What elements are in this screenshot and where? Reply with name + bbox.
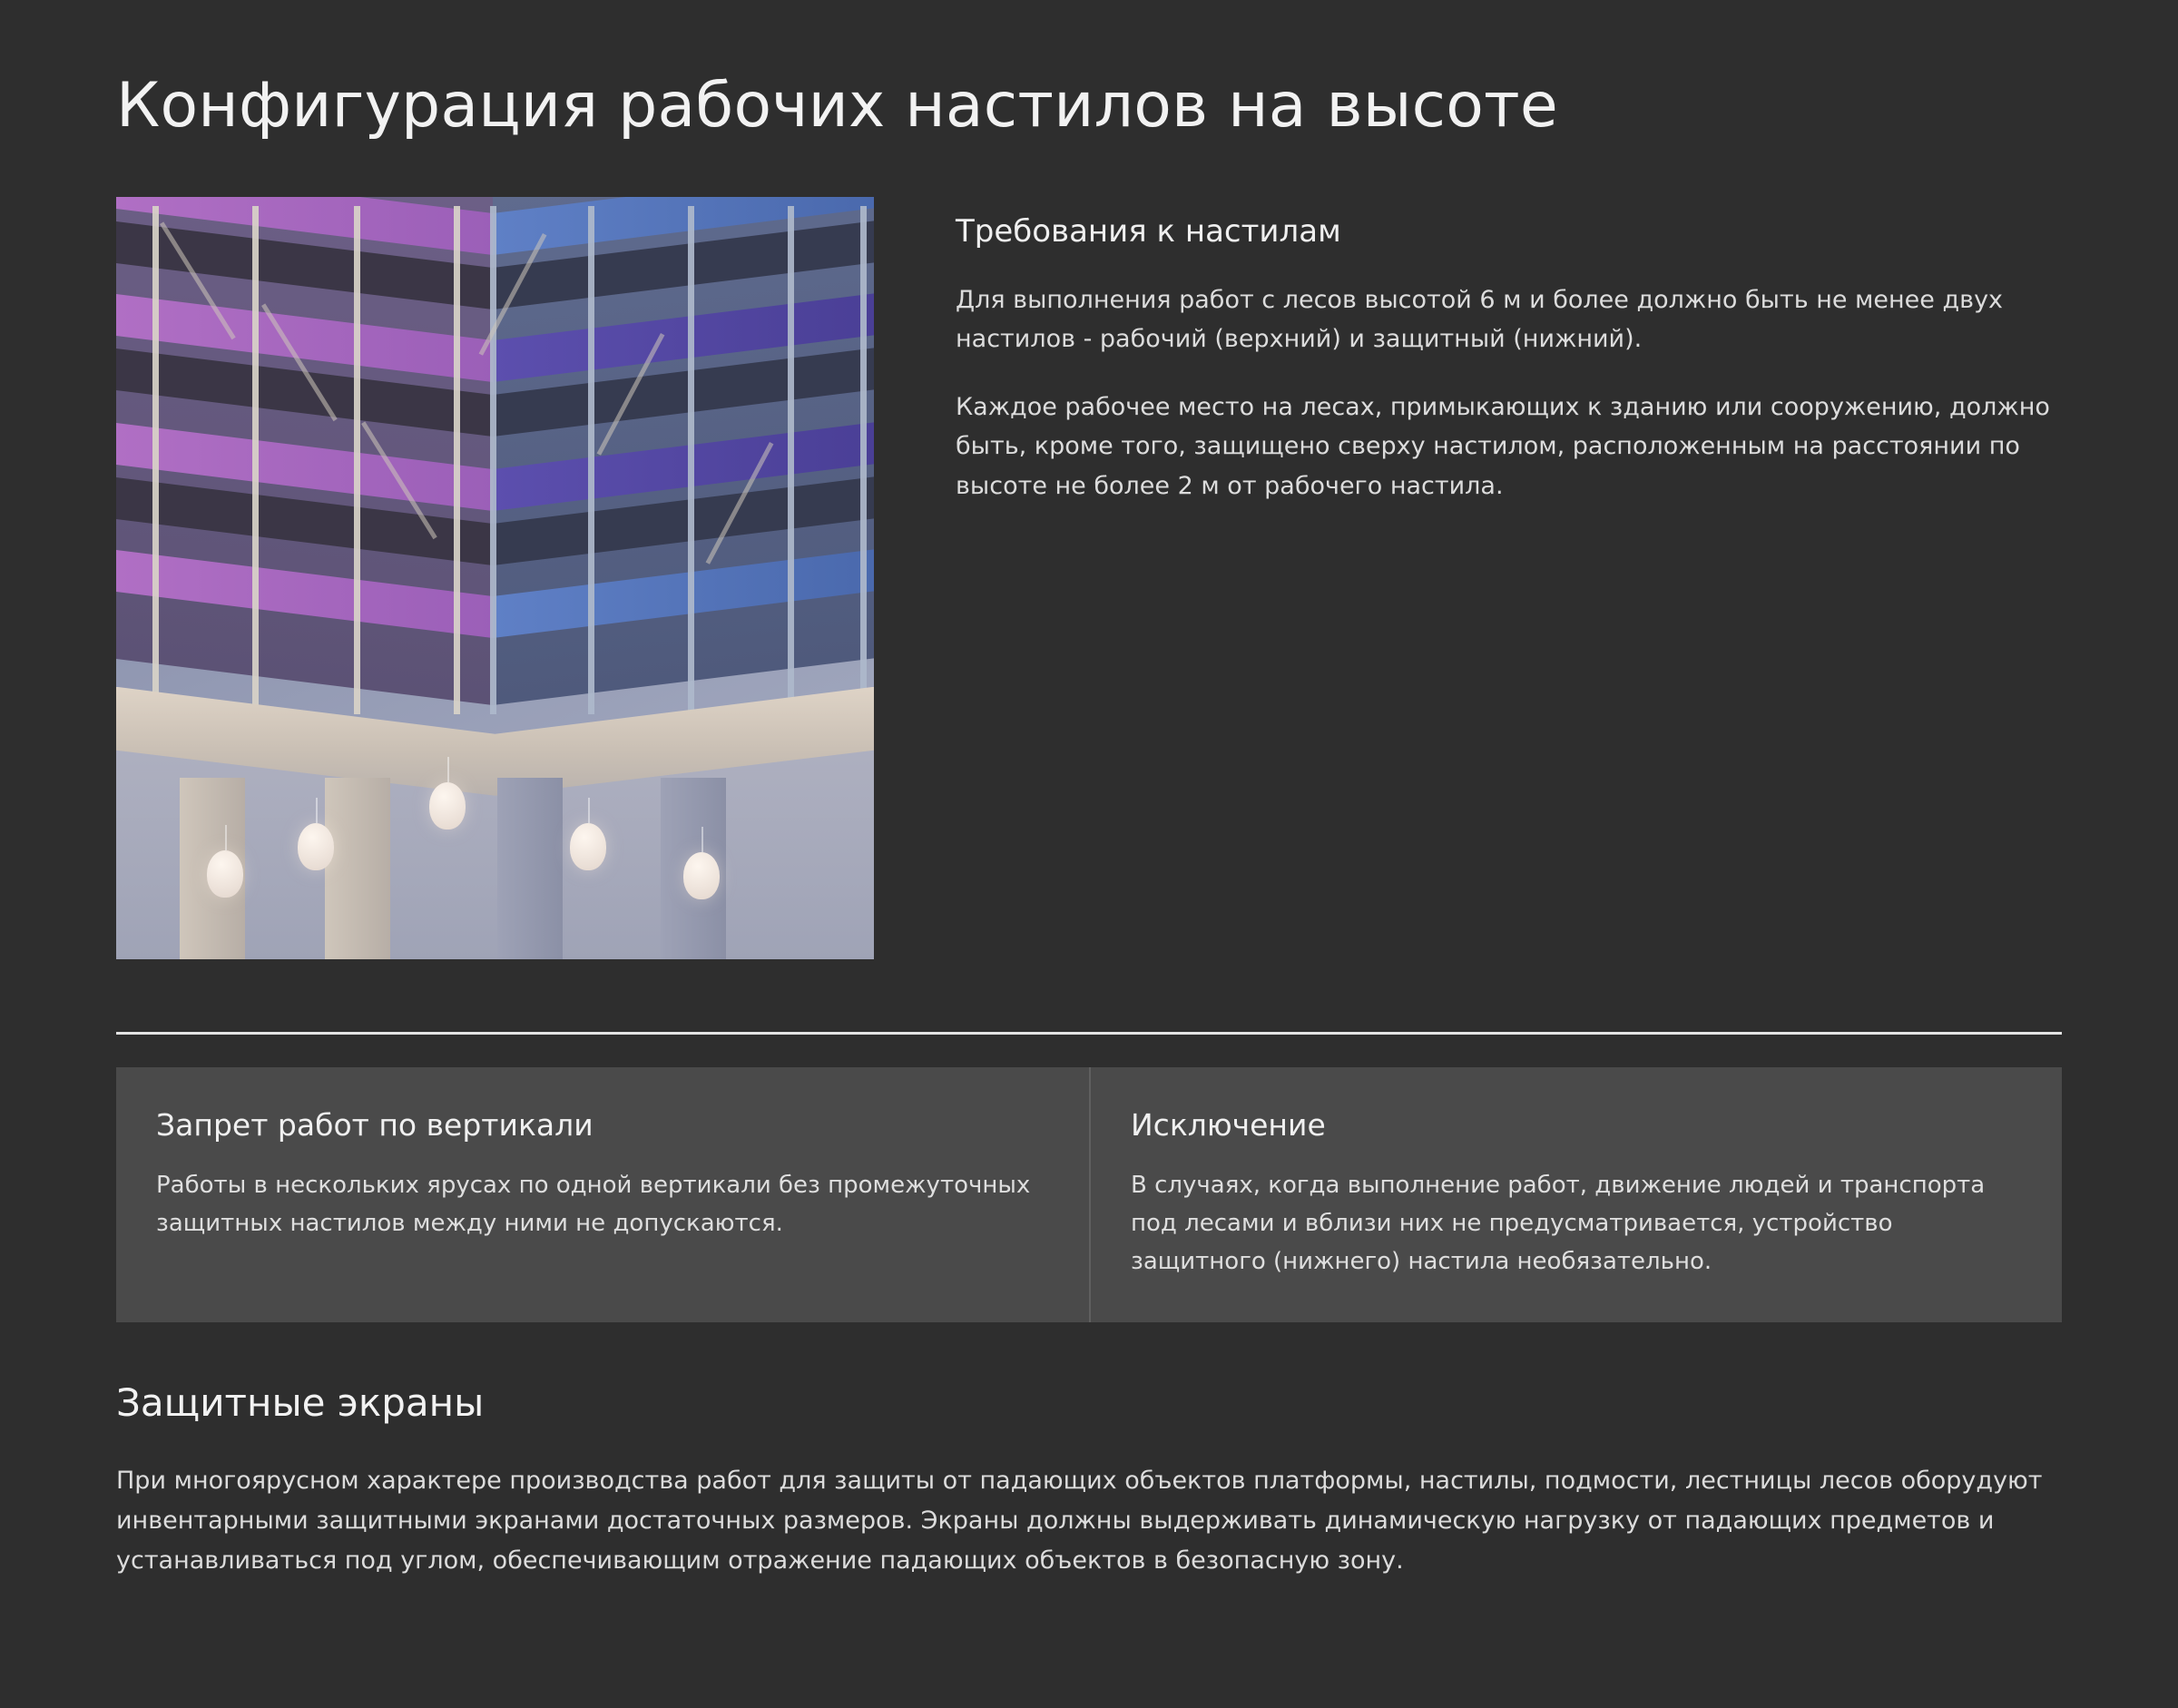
photo-lamp (207, 850, 243, 898)
section-divider (116, 1032, 2062, 1035)
photo-post (454, 206, 460, 714)
card-exception (1089, 1067, 2062, 1322)
card-body: В случаях, когда выполнение работ, движение людей и транспорта под лесами и вблизи них не предусматривается, устройство защитного (нижнего) настила необязательно. (1131, 1171, 1986, 1276)
protective-screens-body: При многоярусном характере производства работ для защиты от падающих объектов платформы, настилы, подмости, лестницы лесов оборудуют инвентарными защитными экранами достаточных размеров. Экраны должны выдерживать динамическую нагрузку от падающих предметов и устанавливаться под углом, обеспечивающим отражение падающих объектов в безопасную зону. (116, 1467, 2043, 1575)
card-body: Работы в нескольких ярусах по одной вертикали без промежуточных защитных настилов между ними не допускаются. (156, 1171, 1031, 1237)
intro-paragraph-2: Каждое рабочее место на лесах, примыкающих к зданию или сооружению, должно быть, кроме того, защищено сверху настилом, расположенным на расстоянии по высоте не более 2 м от рабочего настила. (956, 393, 2050, 500)
photo-post (252, 206, 259, 714)
top-section (116, 197, 2062, 959)
photo-post (860, 206, 867, 714)
card-title: Исключение (1131, 1106, 1326, 1143)
photo-lamp (429, 782, 466, 829)
photo-post (588, 206, 594, 714)
page-title: Конфигурация рабочих настилов на высоте (116, 70, 1558, 142)
photo-post (788, 206, 794, 714)
intro-text-block (956, 197, 2062, 535)
cards-row (116, 1067, 2062, 1322)
photo-post (152, 206, 159, 714)
intro-paragraph-1: Для выполнения работ с лесов высотой 6 м и более должно быть не менее двух настилов - рабочий (верхний) и защитный (нижний). (956, 285, 2004, 353)
photo-column (497, 778, 563, 959)
photo-lamp (683, 852, 720, 899)
intro-heading: Требования к настилам (956, 212, 1341, 250)
photo-post (490, 206, 496, 714)
protective-screens-heading: Защитные экраны (116, 1380, 485, 1426)
photo-lamp (570, 823, 606, 870)
scaffolding-photo (116, 197, 874, 959)
card-title: Запрет работ по вертикали (156, 1106, 594, 1143)
card-prohibition (116, 1067, 1089, 1322)
photo-post (688, 206, 694, 714)
photo-post (354, 206, 360, 714)
photo-column (325, 778, 390, 959)
photo-lamp (298, 823, 334, 870)
